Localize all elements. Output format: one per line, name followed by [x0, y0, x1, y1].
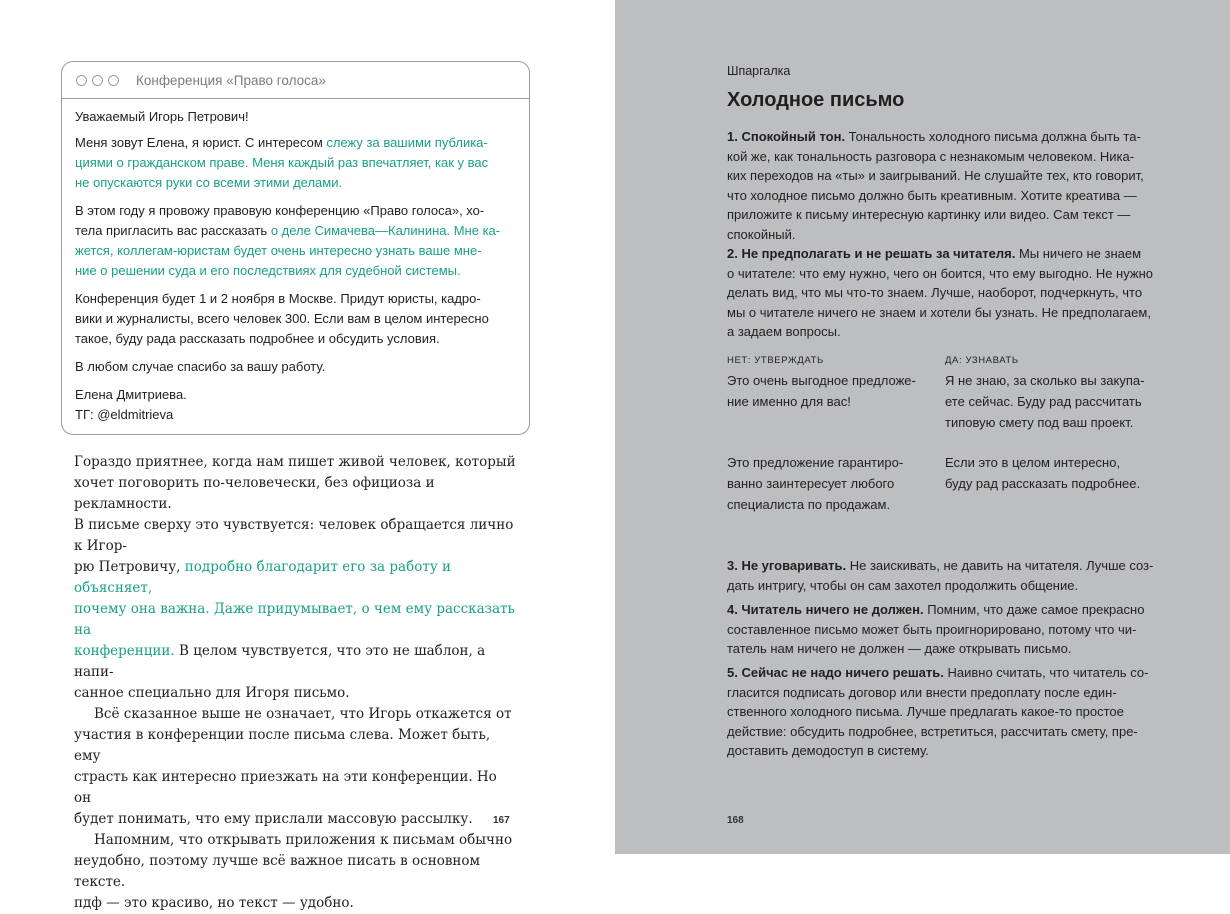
- bold-lead-text: 3. Не уговаривать.: [727, 558, 847, 573]
- text-run: Мы ничего не знаем: [1015, 246, 1142, 261]
- text-run: В целом чувствуется, что это не шаблон, а напи-: [74, 643, 486, 680]
- left-page: [0, 0, 615, 911]
- text-run: мы о читателе ничего не знаем и хотели бы узнать. Не предполагаем,: [727, 304, 1151, 320]
- body-paragraph: [74, 704, 516, 830]
- bold-lead-text: 2. Не предполагать и не решать за читателя.: [727, 246, 1016, 261]
- text-run: ете сейчас. Буду рад рассчитать: [945, 394, 1142, 409]
- text-run: будет понимать, что ему прислали массовую рассылку.: [74, 811, 473, 827]
- page-title: Холодное письмо: [727, 89, 905, 111]
- example-no-2: [727, 452, 927, 515]
- text-run: о читателе: что ему нужно, чего он боится, что ему выгодно. Не нужно: [727, 265, 1153, 281]
- text-run: что холодное письмо должно быть креативным. Хотите креатива —: [727, 187, 1137, 203]
- rule-3: [727, 556, 1167, 595]
- rule-text: [727, 127, 1167, 244]
- text-run: Напомним, что открывать приложения к письмам обычно: [94, 832, 513, 848]
- email-signature-telegram: ТГ: @eldmitrieva: [75, 407, 174, 422]
- text-run: Конференция будет 1 и 2 ноября в Москве. Придут юристы, кадро-: [75, 291, 481, 306]
- rule-text: [727, 600, 1167, 659]
- text-run: Это очень выгодное предложе-: [727, 373, 916, 388]
- text-run: ванно заинтересует любого: [727, 476, 895, 491]
- window-dot-icon: [76, 75, 87, 86]
- text-run: тела пригласить вас рассказать: [75, 223, 271, 238]
- text-run: делать вид, что мы что-то знаем. Лучше, наоборот, подчеркнуть, что: [727, 285, 1143, 300]
- page-number-left: 167: [493, 815, 510, 826]
- rule-text: [727, 556, 1167, 595]
- right-page: [615, 0, 1230, 854]
- highlighted-text: конференции.: [74, 643, 175, 659]
- column-heading-no: НЕТ: УТВЕРЖДАТЬ: [727, 355, 824, 366]
- text-run: хочет поговорить по-человечески, без официоза и рекламности.: [74, 475, 435, 512]
- rule-2: [727, 244, 1167, 342]
- text-run: доставить демодоступ в систему.: [727, 743, 929, 758]
- text-run: рю Петровичу,: [74, 559, 185, 575]
- example-yes-2: [945, 452, 1160, 494]
- text-run: Гораздо приятнее, когда нам пишет живой человек, который: [74, 454, 516, 470]
- email-titlebar: [62, 62, 529, 99]
- body-paragraph: [74, 830, 516, 914]
- page-number-right: 168: [727, 815, 744, 826]
- text-run: специалиста по продажам.: [727, 497, 891, 512]
- highlighted-text: не опускаются руки со всеми этими делами.: [75, 175, 343, 190]
- highlighted-text: циями о гражданском праве. Меня каждый раз впечатляет, как у вас: [75, 155, 489, 170]
- text-run: буду рад рассказать подробнее.: [945, 476, 1141, 491]
- text-run: татель нам ничего не должен — даже открывать письмо.: [727, 641, 1072, 656]
- window-dot-icon: [108, 75, 119, 86]
- text-run: Наивно считать, что читатель со-: [943, 665, 1149, 680]
- text-run: пдф — это красиво, но текст — удобно.: [74, 895, 354, 911]
- email-signature-name: Елена Дмитриева.: [75, 387, 187, 402]
- text-run: санное специально для Игоря письмо.: [74, 685, 350, 701]
- bold-lead-text: 5. Сейчас не надо ничего решать.: [727, 665, 944, 680]
- email-paragraph: [75, 133, 515, 193]
- text-run: неудобно, поэтому лучше всё важное писать в основном тексте.: [74, 853, 481, 890]
- highlighted-text: о деле Симачева—Калинина. Мне ка-: [270, 223, 501, 238]
- rule-5: [727, 663, 1167, 761]
- text-run: спокойный.: [727, 226, 796, 242]
- text-run: В этом году я провожу правовую конференцию «Право голоса», хо-: [75, 203, 485, 218]
- text-run: страсть как интересно приезжать на эти конференции. Но он: [74, 769, 497, 806]
- bold-lead-text: 4. Читатель ничего не должен.: [727, 602, 924, 617]
- bold-lead-text: 1. Спокойный тон.: [727, 129, 846, 144]
- text-run: ственного холодного письма. Лучше предлагать какое-то простое: [727, 704, 1124, 719]
- text-run: Это предложение гарантиро-: [727, 455, 904, 470]
- highlighted-text: ние о решении суда и его последствиях для судебной системы.: [75, 263, 461, 278]
- email-greeting: Уважаемый Игорь Петрович!: [75, 109, 249, 124]
- text-run: Я не знаю, за сколько вы закупа-: [945, 373, 1145, 388]
- highlighted-text: подробно благодарит его за работу и объясняет,: [74, 559, 452, 596]
- text-run: Всё сказанное выше не означает, что Игорь откажется от: [94, 706, 512, 722]
- rule-text: [727, 663, 1167, 761]
- text-run: кой же, как тональность разговора с незнакомым человеком. Ника-: [727, 148, 1135, 164]
- section-label: Шпаргалка: [727, 64, 791, 78]
- text-run: ние именно для вас!: [727, 394, 851, 409]
- highlighted-text: почему она важна. Даже придумывает, о чем ему рассказать на: [74, 601, 515, 638]
- text-run: дать интригу, чтобы он сам захотел продолжить общение.: [727, 577, 1079, 593]
- window-dot-icon: [92, 75, 103, 86]
- email-paragraph: [75, 201, 515, 281]
- rule-1: [727, 127, 1167, 244]
- text-run: участия в конференции после письма слева. Может быть, ему: [74, 727, 491, 764]
- column-heading-yes: ДА: УЗНАВАТЬ: [945, 355, 1019, 366]
- highlighted-text: слежу за вашими публика-: [326, 135, 488, 150]
- text-run: такое, буду рада рассказать подробнее и обсудить условия.: [75, 331, 440, 346]
- example-yes-1: [945, 370, 1160, 433]
- text-run: Помним, что даже самое прекрасно: [923, 602, 1145, 617]
- text-run: гласится подписать договор или внести предоплату после един-: [727, 684, 1117, 700]
- text-run: вики и журналисты, всего человек 300. Если вам в целом интересно: [75, 311, 489, 326]
- text-run: составленное письмо может быть проигнорировано, потому что чи-: [727, 621, 1137, 637]
- email-body: [62, 99, 529, 425]
- text-run: Не заискивать, не давить на читателя. Лучше соз-: [846, 558, 1154, 573]
- body-text: [74, 452, 516, 914]
- text-run: Если это в целом интересно,: [945, 455, 1121, 470]
- rule-text: [727, 244, 1167, 342]
- text-run: ких переходов на «ты» и заигрываний. Не слушайте тех, кто говорит,: [727, 168, 1144, 183]
- email-window-title: Конференция «Право голоса»: [136, 72, 326, 88]
- text-run: а задаем вопросы.: [727, 324, 841, 339]
- example-no-1: [727, 370, 927, 412]
- text-run: Меня зовут Елена, я юрист. С интересом: [75, 135, 327, 150]
- rule-4: [727, 600, 1167, 659]
- email-paragraph: В любом случае спасибо за вашу работу.: [75, 359, 326, 374]
- text-run: типовую смету под ваш проект.: [945, 415, 1134, 430]
- text-run: приложите к письму интересную картинку или видео. Сам текст —: [727, 207, 1131, 222]
- email-paragraph: [75, 289, 515, 349]
- text-run: В письме сверху это чувствуется: человек обращается лично к Игор-: [74, 517, 514, 554]
- text-run: действие: обсудить подробнее, встретиться, рассчитать смету, пре-: [727, 723, 1138, 739]
- body-paragraph: [74, 452, 516, 704]
- email-window: [61, 61, 530, 435]
- highlighted-text: жется, коллегам-юристам будет очень интересно узнать ваше мне-: [75, 243, 482, 258]
- text-run: Тональность холодного письма должна быть та-: [845, 129, 1141, 144]
